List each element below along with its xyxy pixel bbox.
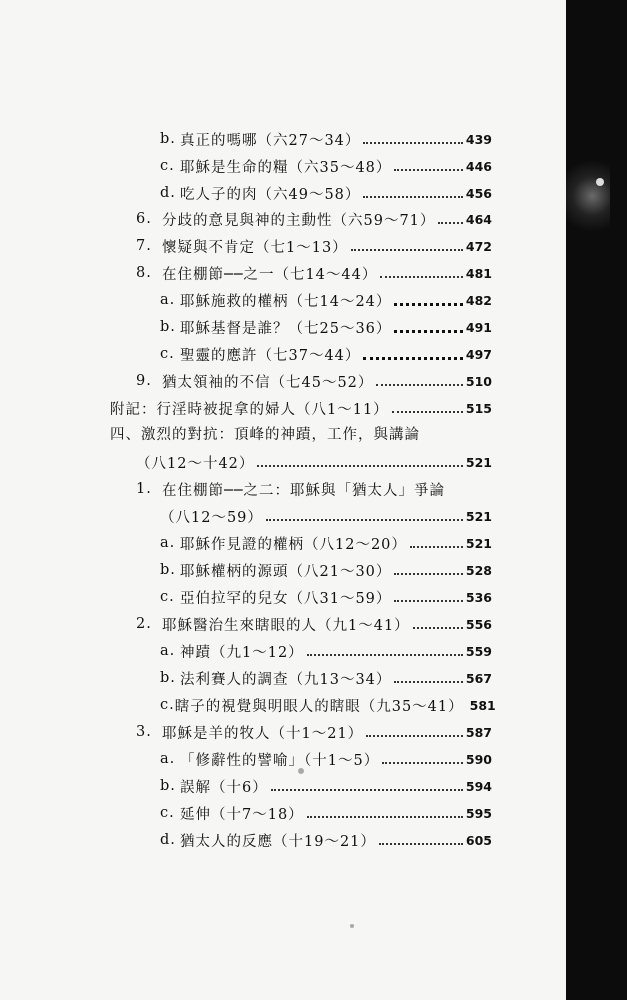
- toc-page-number: 595: [465, 805, 492, 821]
- toc-page-number: 567: [465, 670, 492, 686]
- toc-entry-title: 猶太人的反應（十19～21）: [180, 833, 376, 850]
- toc-entry-number: 6.: [136, 211, 152, 227]
- toc-entry: [136, 235, 492, 257]
- toc-entry-number: a.: [160, 751, 176, 767]
- toc-entry-title: 耶穌是羊的牧人（十1～21）: [162, 725, 364, 742]
- toc-entry-number: a.: [160, 292, 176, 308]
- toc-leader-dots: [307, 814, 463, 818]
- toc-page-number: 521: [465, 454, 492, 470]
- toc-entry-title: 神蹟（九1～12）: [180, 644, 304, 661]
- scan-speck: [350, 924, 354, 928]
- toc-entry: [110, 397, 492, 419]
- toc-entry-title: 耶穌權柄的源頭（八21～30）: [180, 563, 392, 580]
- toc-entry-title: 「修辭性的譬喻」（十1～5）: [180, 752, 380, 769]
- toc-entry-title: 誤解（十6）: [180, 779, 268, 796]
- toc-entry: [160, 343, 492, 365]
- toc-entry-title: 聖靈的應許（七37～44）: [180, 347, 361, 364]
- toc-leader-dots: [394, 598, 463, 602]
- toc-entry: [160, 559, 492, 581]
- toc-entry-title: 耶穌作見證的權柄（八12～20）: [180, 536, 407, 553]
- toc-page-number: 446: [465, 158, 492, 174]
- toc-entry-title: 法利賽人的調查（九13～34）: [180, 671, 392, 688]
- toc-entry: [160, 640, 492, 662]
- toc-page-number: 528: [465, 562, 492, 578]
- toc-entry-number: b.: [160, 131, 176, 147]
- toc-entry: [136, 451, 492, 473]
- toc-entry: [160, 128, 492, 150]
- toc-entry: [136, 613, 492, 635]
- toc-entry-title: 懷疑與不肯定（七1～13）: [162, 239, 348, 256]
- thumb-tab-spot: [596, 178, 604, 186]
- toc-page-number: 581: [469, 697, 496, 713]
- toc-entry-title: 在住棚節──之一（七14～44）: [162, 266, 378, 283]
- toc-entry-number: c.: [160, 805, 175, 821]
- toc-entry: [136, 721, 492, 743]
- toc-leader-dots: [363, 140, 463, 144]
- toc-entry-number: b.: [160, 670, 176, 686]
- toc-leader-dots: [413, 625, 463, 629]
- toc-leader-dots: [392, 409, 463, 413]
- toc-page-number: 590: [465, 751, 492, 767]
- toc-entry-title: （八12～十42）: [136, 455, 255, 472]
- toc-page-number: 472: [465, 238, 492, 254]
- toc-entry-number: d.: [160, 832, 176, 848]
- toc-entry-number: c.: [160, 589, 175, 605]
- toc-leader-dots: [379, 841, 463, 845]
- toc-page-number: 481: [465, 265, 492, 281]
- toc-leader-dots: [376, 382, 463, 386]
- toc-entry: [136, 370, 492, 392]
- toc-entry-title: 耶穌醫治生來瞎眼的人（九1～41）: [162, 617, 410, 634]
- scan-speck: [298, 768, 304, 774]
- toc-leader-dots: [363, 355, 463, 360]
- toc-entry: [136, 262, 492, 284]
- toc-entry-title: 耶穌基督是誰？（七25～36）: [180, 320, 392, 337]
- toc-leader-dots: [366, 733, 463, 737]
- toc-entry-number: 9.: [136, 373, 152, 389]
- toc-leader-dots: [394, 679, 463, 683]
- toc-page-number: 515: [465, 400, 492, 416]
- toc-entry-title: 亞伯拉罕的兒女（八31～59）: [180, 590, 392, 607]
- toc-leader-dots: [394, 328, 463, 333]
- toc-entry-number: a.: [160, 535, 176, 551]
- thumb-tab-image: [566, 160, 610, 240]
- toc-entry: [160, 694, 496, 716]
- toc-leader-dots: [271, 787, 463, 791]
- toc-page-number: 521: [465, 508, 492, 524]
- toc-entry: [160, 829, 492, 851]
- toc-entry: [160, 532, 492, 554]
- toc-entry-number: 2.: [136, 616, 152, 632]
- toc-entry: [160, 802, 492, 824]
- toc-entry: [160, 586, 492, 608]
- toc-leader-dots: [307, 652, 463, 656]
- toc-leader-dots: [257, 463, 463, 467]
- toc-leader-dots: [380, 274, 463, 278]
- toc-page-number: 491: [465, 319, 492, 335]
- toc-entry-title: 瞎子的視覺與明眼人的瞎眼（九35～41）: [174, 698, 464, 715]
- toc-entry-number: 3.: [136, 724, 152, 740]
- toc-page-number: 497: [465, 346, 492, 362]
- toc-entry-number: 8.: [136, 265, 152, 281]
- toc-page-number: 456: [465, 185, 492, 201]
- toc-entry-number: 1.: [136, 481, 152, 497]
- toc-entry: [160, 289, 492, 311]
- toc-page-number: 482: [465, 292, 492, 308]
- toc-entry-number: a.: [160, 643, 176, 659]
- toc-page-number: 510: [465, 373, 492, 389]
- toc-leader-dots: [410, 544, 463, 548]
- toc-entry-number: 7.: [136, 238, 152, 254]
- toc-entry-title: 真正的嗎哪（六27～34）: [180, 132, 361, 149]
- toc-entry-number: b.: [160, 562, 176, 578]
- toc-page-number: 556: [465, 616, 492, 632]
- toc-entry-number: c.: [160, 158, 175, 174]
- toc-section-heading: 四、激烈的對抗：頂峰的神蹟，工作，與講論: [110, 427, 420, 443]
- toc-entry: [160, 775, 492, 797]
- toc-leader-dots: [351, 247, 463, 251]
- toc-entry-number: c.: [160, 697, 175, 713]
- toc-leader-dots: [394, 571, 463, 575]
- toc-page-number: 605: [465, 832, 492, 848]
- toc-entry-title: 附記：行淫時被捉拿的婦人（八1～11）: [110, 401, 389, 418]
- toc-page-number: 559: [465, 643, 492, 659]
- toc-entry-title: 分歧的意見與神的主動性（六59～71）: [162, 212, 436, 229]
- toc-entry: [160, 505, 492, 527]
- toc-entry: [136, 478, 492, 500]
- toc-entry-title: 猶太領袖的不信（七45～52）: [162, 374, 374, 391]
- toc-leader-dots: [438, 220, 463, 224]
- toc-page-number: 594: [465, 778, 492, 794]
- toc-entry: [160, 316, 492, 338]
- toc-entry-number: b.: [160, 319, 176, 335]
- toc-entry-title: 延伸（十7～18）: [180, 806, 304, 823]
- toc-entry: [160, 748, 492, 770]
- toc-entry-number: b.: [160, 778, 176, 794]
- toc-entry-title: 耶穌施救的權柄（七14～24）: [180, 293, 392, 310]
- toc-entry-title: 耶穌是生命的糧（六35～48）: [180, 159, 392, 176]
- toc-entry: [136, 208, 492, 230]
- toc-entry: [160, 155, 492, 177]
- toc-leader-dots: [394, 301, 463, 306]
- toc-page-number: 521: [465, 535, 492, 551]
- toc-leader-dots: [266, 517, 463, 521]
- toc-leader-dots: [394, 167, 463, 171]
- page-edge-shadow: [566, 0, 627, 1000]
- toc-entry-title: 在住棚節──之二：耶穌與「猶太人」爭論: [162, 482, 445, 499]
- toc-entry: [160, 182, 492, 204]
- toc-page-number: 439: [465, 131, 492, 147]
- toc-page-number: 587: [465, 724, 492, 740]
- toc-entry: [160, 667, 492, 689]
- toc-entry-number: d.: [160, 185, 176, 201]
- toc-leader-dots: [382, 760, 463, 764]
- toc-entry-title: 吃人子的肉（六49～58）: [180, 186, 361, 203]
- toc-leader-dots: [363, 194, 463, 198]
- toc-page-number: 464: [465, 211, 492, 227]
- toc-page-number: 536: [465, 589, 492, 605]
- toc-entry-title: （八12～59）: [160, 509, 263, 526]
- toc-entry-number: c.: [160, 346, 175, 362]
